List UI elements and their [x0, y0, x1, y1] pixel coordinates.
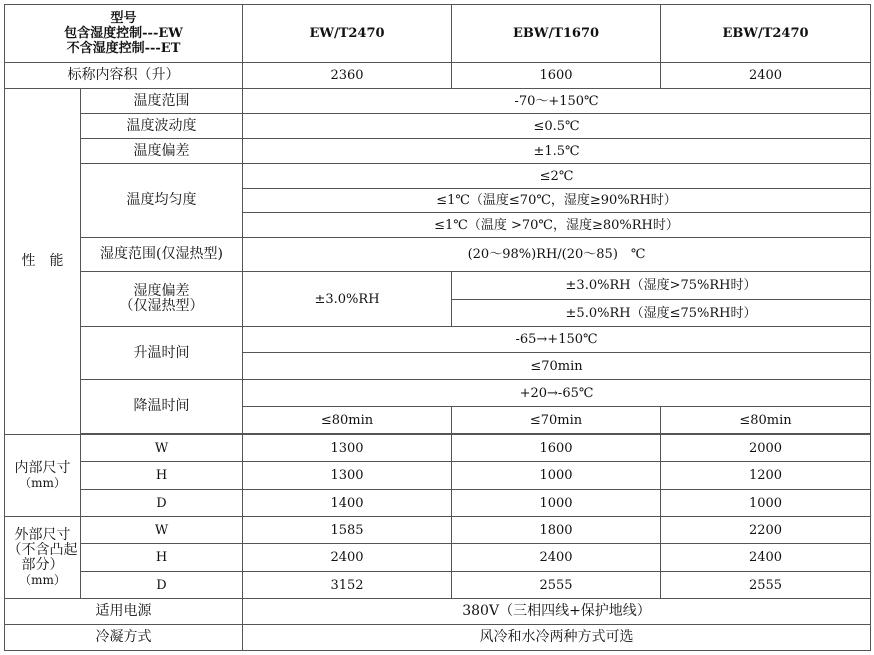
temp-uniformity-row-1 — [5, 164, 871, 189]
outer-size-label-line3: 部分） — [21, 556, 64, 573]
inner-w-value-2: 1600 — [452, 435, 661, 462]
performance-group-label: 性 能 — [5, 89, 81, 435]
model-header-2: EBW/T1670 — [452, 5, 661, 63]
power-row — [5, 599, 871, 625]
temp-uniformity-label: 温度均匀度 — [81, 164, 243, 238]
inner-h-value-2: 1000 — [452, 462, 661, 490]
temp-uniformity-value-3: ≤1℃（温度 >70℃，湿度≥80%RH时） — [243, 213, 871, 238]
temp-fluctuation-value: ≤0.5℃ — [243, 114, 871, 139]
temp-range-value: -70～+150℃ — [243, 89, 871, 114]
inner-size-label-line1: 内部尺寸 — [14, 459, 71, 476]
inner-dim-w: W — [81, 435, 243, 462]
outer-d-value-1: 3152 — [243, 572, 452, 599]
inner-w-value-3: 2000 — [661, 435, 871, 462]
inner-size-row-w — [5, 435, 871, 462]
cooling-time-value-3: ≤80min — [661, 407, 871, 434]
outer-size-label-line2: （不含凸起 — [7, 541, 78, 558]
condensing-label: 冷凝方式 — [5, 625, 243, 651]
humidity-deviation-label-line2: （仅湿热型） — [119, 298, 204, 314]
cooling-time-label: 降温时间 — [81, 380, 243, 434]
capacity-value-3: 2400 — [661, 63, 871, 89]
cooling-time-range: +20→-65℃ — [243, 380, 871, 407]
temp-deviation-label: 温度偏差 — [81, 139, 243, 164]
outer-size-row-w — [5, 517, 871, 544]
inner-h-value-3: 1200 — [661, 462, 871, 490]
inner-size-unit: （mm） — [19, 475, 66, 490]
humidity-range-value: (20～98%)RH/(20～85) ℃ — [243, 238, 871, 272]
cooling-time-value-1: ≤80min — [243, 407, 452, 434]
outer-h-value-3: 2400 — [661, 544, 871, 572]
inner-w-value-1: 1300 — [243, 435, 452, 462]
inner-dim-d: D — [81, 490, 243, 517]
humidity-deviation-value-left: ±3.0%RH — [243, 272, 452, 327]
humidity-deviation-value-1: ±3.0%RH（湿度>75%RH时） — [452, 272, 871, 300]
outer-dim-d: D — [81, 572, 243, 599]
header-row — [5, 5, 871, 63]
without-humidity-label: 不含湿度控制---ET — [66, 41, 181, 56]
outer-h-value-1: 2400 — [243, 544, 452, 572]
temp-range-label: 温度范围 — [81, 89, 243, 114]
outer-size-row-d — [5, 572, 871, 599]
outer-size-row-h — [5, 544, 871, 572]
power-value: 380V（三相四线+保护地线） — [243, 599, 871, 625]
outer-size-unit: （mm） — [19, 572, 66, 587]
capacity-row — [5, 63, 871, 89]
inner-h-value-1: 1300 — [243, 462, 452, 490]
temp-uniformity-value-2: ≤1℃（温度≤70℃，湿度≥90%RH时） — [243, 189, 871, 213]
outer-size-label — [5, 517, 81, 599]
capacity-value-2: 1600 — [452, 63, 661, 89]
humidity-range-label: 湿度范围(仅湿热型) — [81, 238, 243, 272]
humidity-deviation-row-1 — [5, 272, 871, 300]
with-humidity-label: 包含湿度控制---EW — [64, 26, 183, 41]
humidity-range-row — [5, 238, 871, 272]
outer-size-label-line1: 外部尺寸 — [14, 526, 71, 543]
outer-dim-h: H — [81, 544, 243, 572]
heating-time-label: 升温时间 — [81, 327, 243, 380]
inner-size-label — [5, 435, 81, 517]
model-label: 型号 — [110, 11, 137, 26]
heating-time-value: ≤70min — [243, 353, 871, 380]
outer-w-value-2: 1800 — [452, 517, 661, 544]
inner-size-row-h — [5, 462, 871, 490]
condensing-value: 风冷和水冷两种方式可选 — [243, 625, 871, 651]
temp-uniformity-value-1: ≤2℃ — [243, 164, 871, 189]
inner-d-value-1: 1400 — [243, 490, 452, 517]
outer-h-value-2: 2400 — [452, 544, 661, 572]
outer-d-value-2: 2555 — [452, 572, 661, 599]
model-header-3: EBW/T2470 — [661, 5, 871, 63]
outer-w-value-3: 2200 — [661, 517, 871, 544]
cooling-time-row-1 — [5, 380, 871, 407]
capacity-label: 标称内容积（升） — [5, 63, 243, 89]
inner-dim-h: H — [81, 462, 243, 490]
outer-w-value-1: 1585 — [243, 517, 452, 544]
heating-time-range: -65→+150℃ — [243, 327, 871, 353]
temp-fluctuation-label: 温度波动度 — [81, 114, 243, 139]
spec-table — [4, 4, 871, 651]
temp-deviation-row — [5, 139, 871, 164]
model-header-1: EW/T2470 — [243, 5, 452, 63]
heating-time-row-1 — [5, 327, 871, 353]
inner-d-value-2: 1000 — [452, 490, 661, 517]
inner-size-row-d — [5, 490, 871, 517]
inner-d-value-3: 1000 — [661, 490, 871, 517]
humidity-deviation-value-2: ±5.0%RH（湿度≤75%RH时） — [452, 300, 871, 327]
condensing-row — [5, 625, 871, 651]
temp-deviation-value: ±1.5℃ — [243, 139, 871, 164]
outer-dim-w: W — [81, 517, 243, 544]
outer-d-value-3: 2555 — [661, 572, 871, 599]
temp-fluctuation-row — [5, 114, 871, 139]
humidity-deviation-label-line1: 湿度偏差 — [133, 283, 190, 299]
capacity-value-1: 2360 — [243, 63, 452, 89]
power-label: 适用电源 — [5, 599, 243, 625]
temp-range-row — [5, 89, 871, 114]
humidity-deviation-label — [81, 272, 243, 327]
cooling-time-value-2: ≤70min — [452, 407, 661, 434]
model-header-cell — [5, 5, 243, 63]
